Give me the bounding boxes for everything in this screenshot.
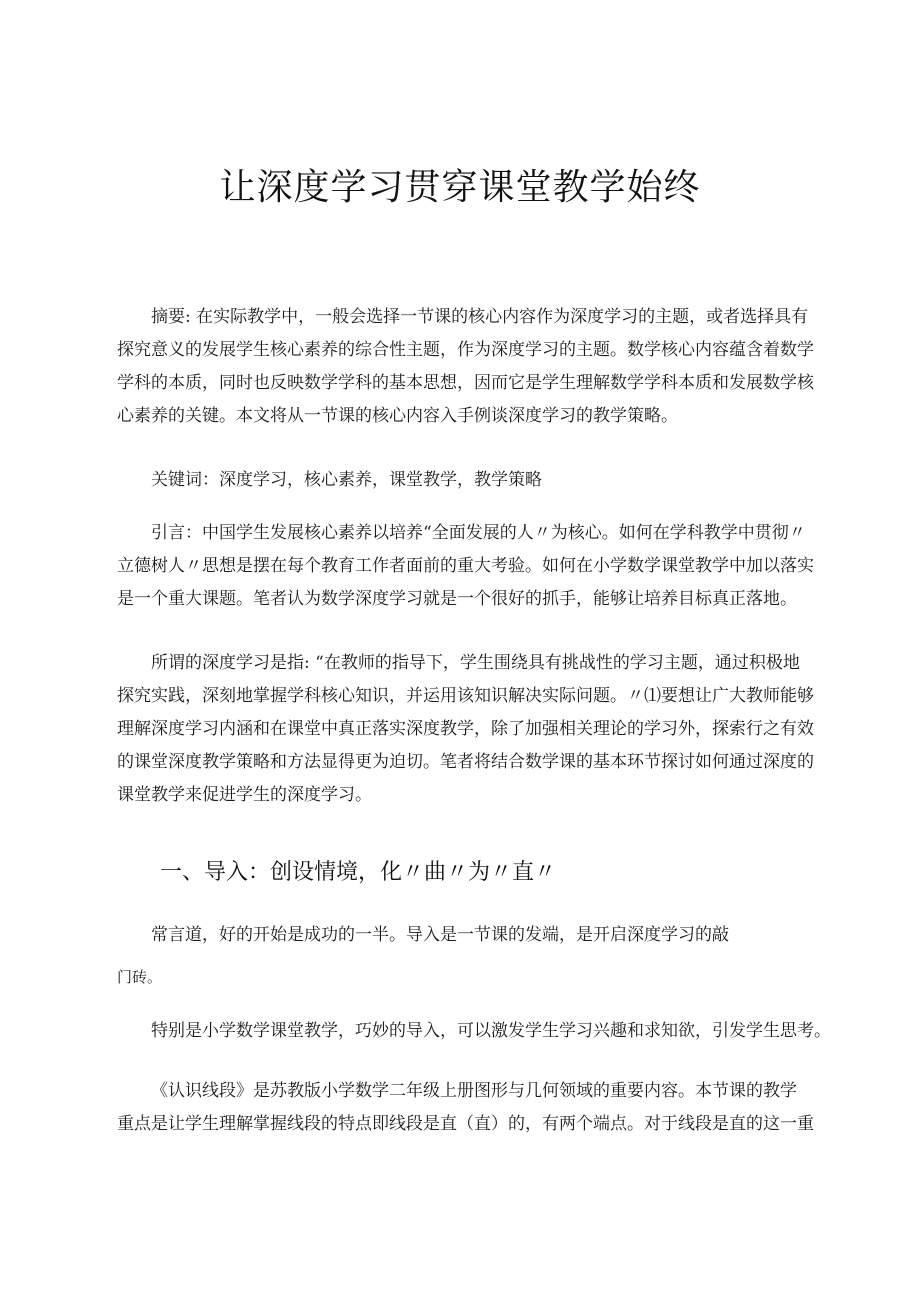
abstract-line: 心素养的关键。本文将从一节课的核心内容入手例谈深度学习的教学策略。 [117, 406, 678, 426]
section1-paragraph-2 [117, 1015, 831, 1048]
section1-line: 《认识线段》是苏教版小学数学二年级上册图形与几何领域的重要内容。本节课的教学 [151, 1081, 797, 1101]
definition-paragraph [117, 647, 814, 812]
intro-line: 是一个重大课题。笔者认为数学深度学习就是一个很好的抓手，能够让培养目标真正落地。 [117, 589, 797, 609]
section1-paragraph-1-continuation: 门砖。 [117, 968, 163, 986]
definition-line: 理解深度学习内涵和在课堂中真正落实深度教学，除了加强相关理论的学习外，探索行之有效 [117, 719, 814, 739]
definition-line: 的课堂深度教学策略和方法显得更为迫切。笔者将结合数学课的基本环节探讨如何通过深度的 [117, 752, 814, 772]
abstract-line: 探究意义的发展学生核心素养的综合性主题，作为深度学习的主题。数学核心内容蕴含着数学 [117, 340, 814, 360]
section1-paragraph-1 [117, 919, 807, 952]
section1-line: 常言道，好的开始是成功的一半。导入是一节课的发端，是开启深度学习的敲 [151, 925, 729, 945]
intro-line: 立德树人〃思想是摆在每个教育工作者面前的重大考验。如何在小学数学课堂教学中加以落实 [117, 556, 814, 576]
intro-line: 引言：中国学生发展核心素养以培养“全面发展的人〃为核心。如何在学科教学中贯彻〃 [151, 523, 806, 543]
document-title: 让深度学习贯穿课堂教学始终 [219, 167, 701, 208]
section1-line: 重点是让学生理解掌握线段的特点即线段是直（直）的，有两个端点。对于线段是直的这一重 [117, 1114, 814, 1134]
section1-line: 特别是小学数学课堂教学，巧妙的导入，可以激发学生学习兴趣和求知欲，引发学生思考。 [151, 1021, 831, 1041]
keywords-paragraph [117, 464, 807, 497]
definition-line: 所谓的深度学习是指: “在教师的指导下，学生围绕具有挑战性的学习主题，通过积极地 [151, 653, 800, 673]
section-heading: 一、导入：创设情境，化〃曲〃为〃直〃 [160, 860, 557, 885]
definition-line: 探究实践，深刻地掌握学科核心知识，并运用该知识解决实际问题。〃⑴要想让广大教师能够 [117, 686, 814, 706]
keywords-line: 关键词：深度学习，核心素养，课堂教学，教学策略 [151, 470, 542, 490]
definition-line: 课堂教学来促进学生的深度学习。 [117, 785, 372, 805]
abstract-line: 学科的本质，同时也反映数学学科的基本思想，因而它是学生理解数学学科本质和发展数学核 [117, 373, 814, 393]
intro-paragraph [117, 517, 814, 616]
section1-paragraph-3 [117, 1075, 814, 1141]
abstract-paragraph [117, 301, 814, 433]
abstract-line: 摘要: 在实际教学中，一般会选择一节课的核心内容作为深度学习的主题，或者选择具有 [151, 307, 809, 327]
